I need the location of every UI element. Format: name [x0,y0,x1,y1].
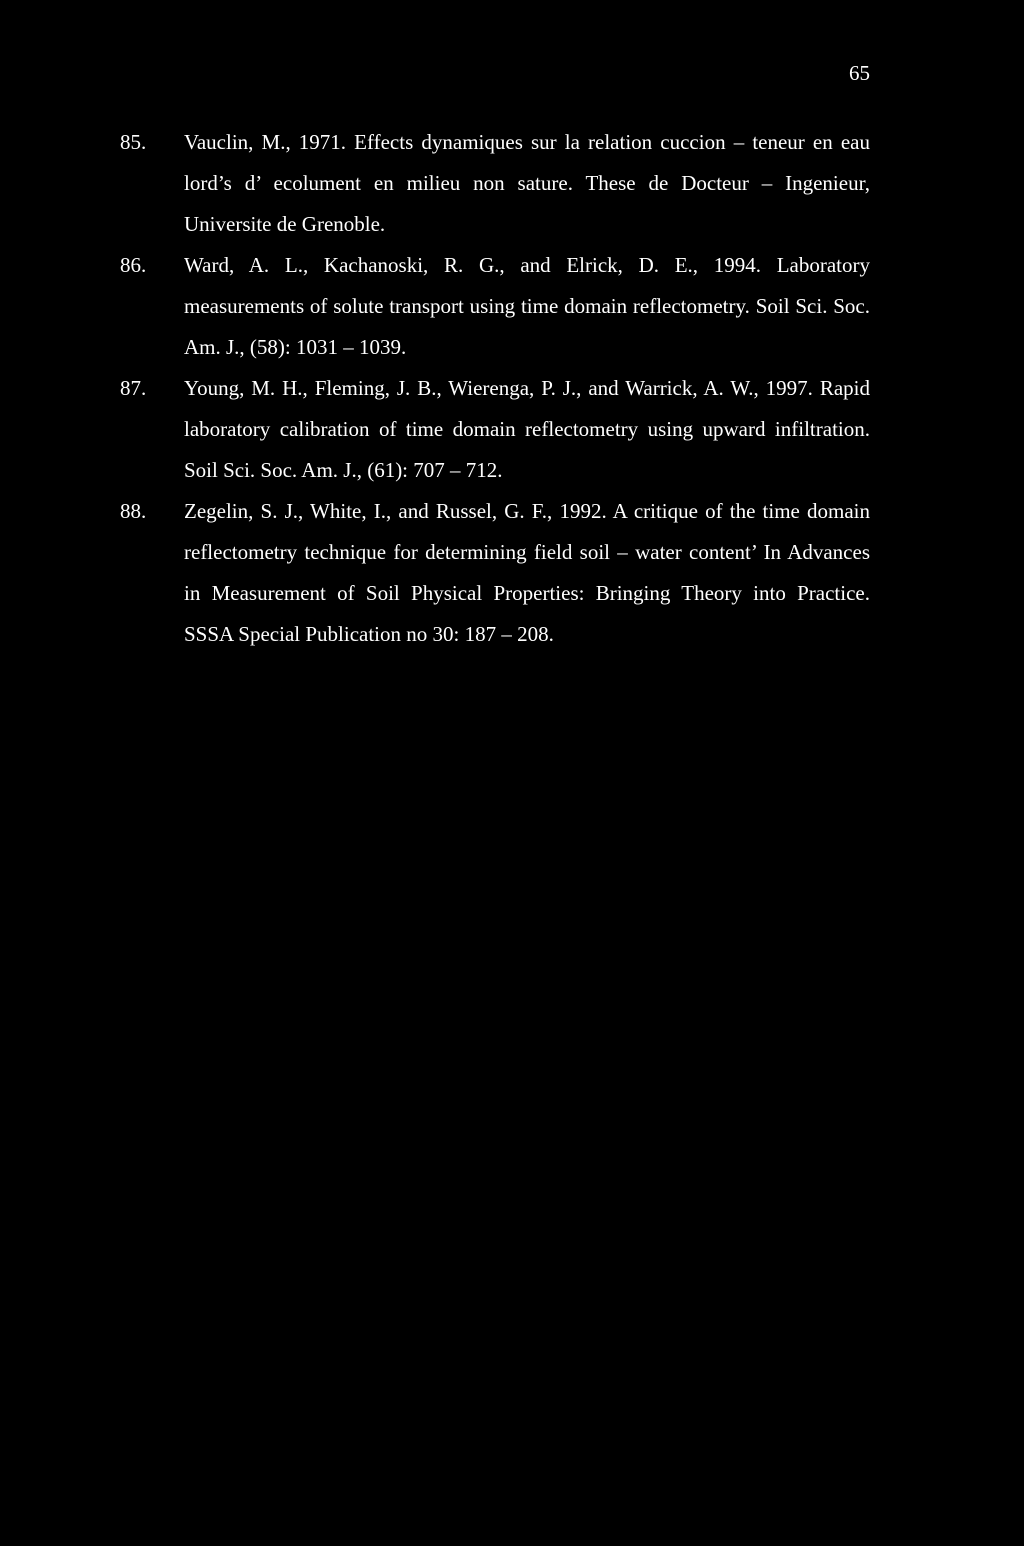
reference-list [0,122,1024,655]
reference-text: Zegelin, S. J., White, I., and Russel, G. F., 1992. A critique of the time domain reflectometry technique for determining field soil – water content’ In Advances in Measurement of Soil Physical Properties: Bringing Theory into Practice. SSSA Special Publication no 30: 187 – 208. [184,499,870,646]
reference-number: 86. [120,253,147,277]
page-number: 65 [849,61,870,85]
reference-item [0,368,1024,491]
reference-text: Young, M. H., Fleming, J. B., Wierenga, P. J., and Warrick, A. W., 1997. Rapid laboratory calibration of time domain reflectometry using upward infiltration. Soil Sci. Soc. Am. J., (61): 707 – 712. [184,376,870,482]
reference-number: 87. [120,376,147,400]
reference-text: Ward, A. L., Kachanoski, R. G., and Elrick, D. E., 1994. Laboratory measurements of solute transport using time domain reflectometry. Soil Sci. Soc. Am. J., (58): 1031 – 1039. [184,253,870,359]
reference-number: 85. [120,130,147,154]
reference-item [0,491,1024,655]
reference-number: 88. [120,499,147,523]
reference-item [0,122,1024,245]
reference-text: Vauclin, M., 1971. Effects dynamiques sur la relation cuccion – teneur en eau lord’s d’ ecolument en milieu non sature. These de Docteur – Ingenieur, Universite de Grenoble. [184,130,870,236]
reference-item [0,245,1024,368]
